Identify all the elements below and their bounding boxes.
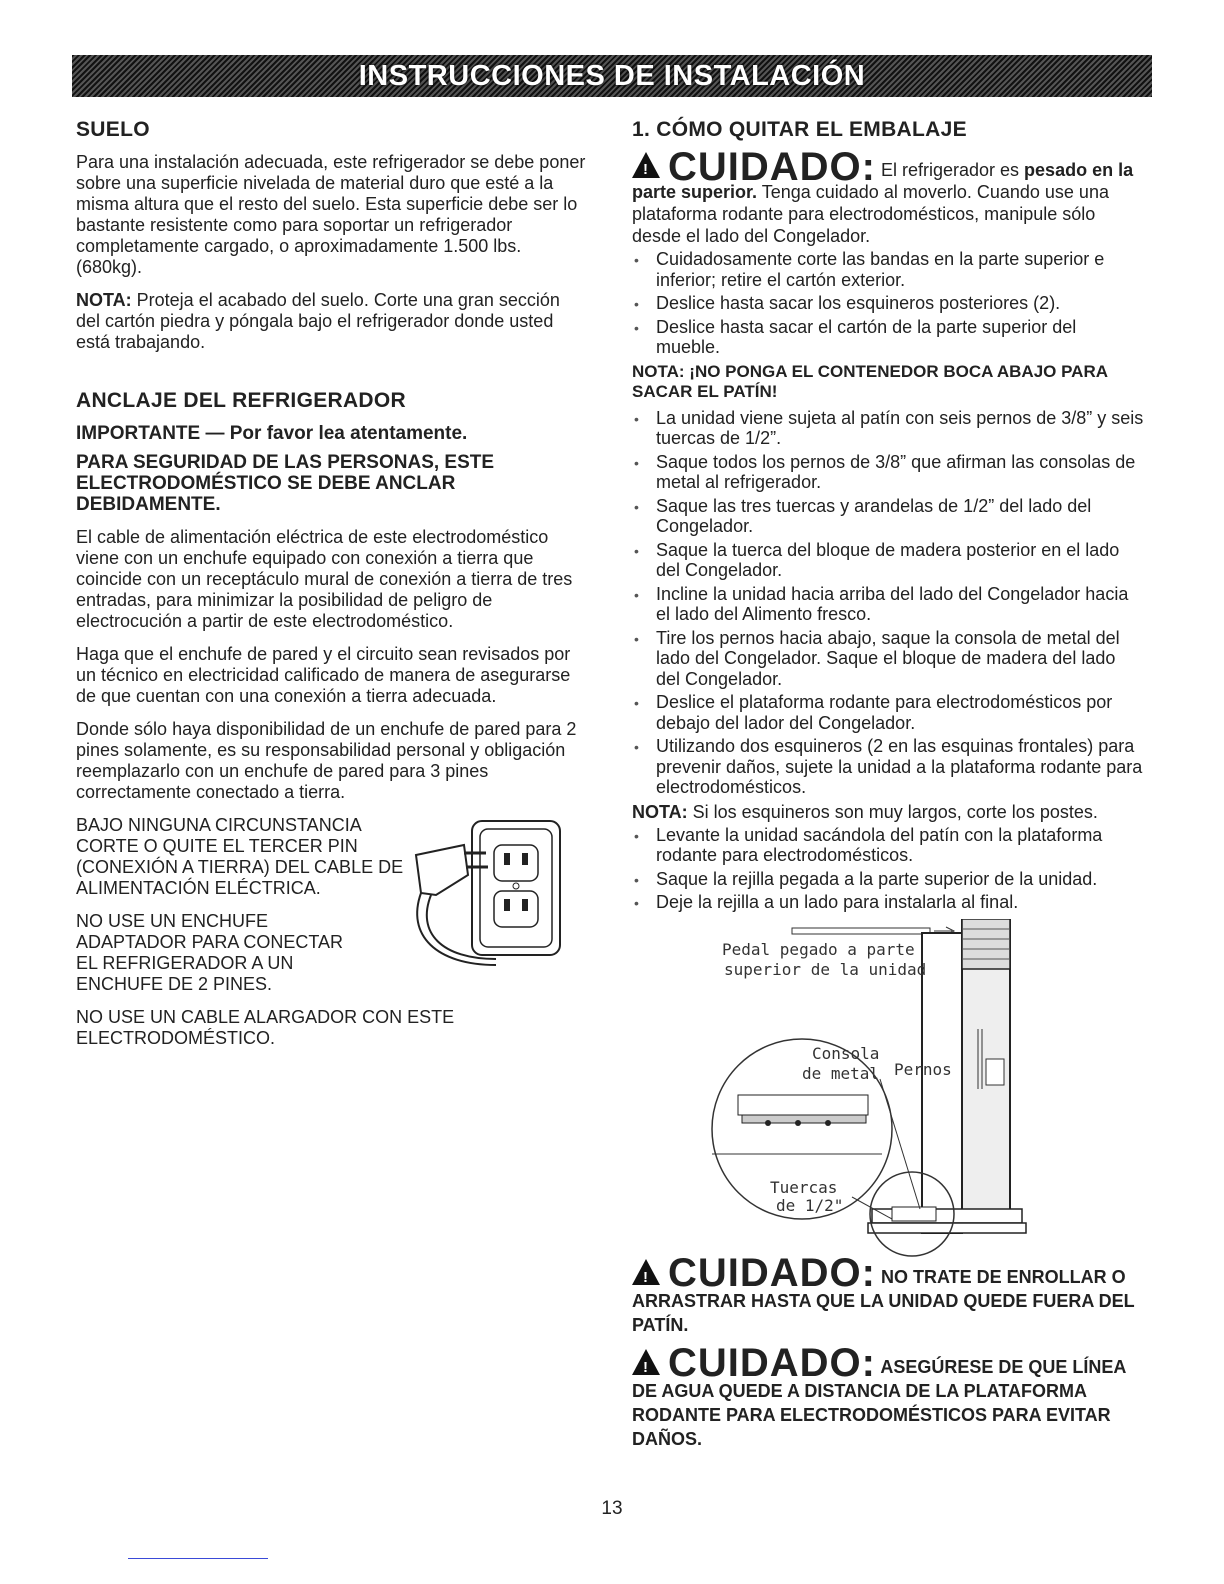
- warning-icon: [632, 152, 660, 178]
- tuercas-caption: Tuercas: [770, 1177, 838, 1197]
- caution-water-line: [632, 1340, 1144, 1451]
- caution-text-a: El refrigerador es: [875, 160, 1025, 180]
- caution-text-b: Tenga cuidado al moverlo. Cuando use una plataforma rodante para electrodomésticos, manipule sólo desde el lado del Congelador.: [632, 182, 1109, 246]
- caution-heavy-top: [632, 145, 1144, 247]
- pedal-caption-2: superior de la unidad: [724, 959, 927, 979]
- caution-bold: pesado en la parte superior.: [632, 160, 1134, 202]
- cable-paragraph: El cable de alimentación eléctrica de este electrodoméstico viene con un enchufe equipado con conexión a tierra que coincide con un receptáculo mural de conexión a tierra de tres entradas, para minimizar la posibilidad de peligro de electrocución a partir de este electrodoméstico.: [76, 527, 573, 631]
- list-item: • Incline la unidad hacia arriba del lado del Congelador hacia el lado del Alimento fresco.: [656, 584, 1144, 625]
- list-item: • Utilizando dos esquineros (2 en las esquinas frontales) para prevenir daños, sujete la unidad a la plataforma rodante para electrodomésticos.: [656, 736, 1144, 798]
- cuidado-label: CUIDADO:: [668, 145, 876, 189]
- enchufe-paragraph: Haga que el enchufe de pared y el circuito sean revisados por un técnico en electricidad calificado de manera de asegurarse de que cuentan con una conexión a tierra adecuada.: [76, 644, 571, 706]
- list-item: • Saque la tuerca del bloque de madera posterior en el lado del Congelador.: [656, 540, 1144, 581]
- left-column: [76, 118, 586, 1061]
- plug-outlet-illustration: [376, 815, 576, 985]
- caution-no-roll: [632, 1250, 1144, 1337]
- nota-boca-abajo: NOTA: ¡NO PONGA EL CONTENEDOR BOCA ABAJO PARA SACAR EL PATÍN!: [632, 361, 1108, 401]
- nota2-text: Si los esquineros son muy largos, corte los postes.: [687, 801, 1098, 822]
- warning-icon: [632, 1259, 660, 1285]
- list-item: • Deslice hasta sacar los esquineros posteriores (2).: [656, 293, 1144, 314]
- list-item: • Deslice el plataforma rodante para electrodomésticos por debajo del lador del Congelador.: [656, 692, 1144, 733]
- embalaje-heading: 1. CÓMO QUITAR EL EMBALAJE: [632, 118, 967, 141]
- section-banner: [72, 55, 1152, 97]
- suelo-heading: SUELO: [76, 118, 150, 141]
- list-item: • Deslice hasta sacar el cartón de la parte superior del mueble.: [656, 317, 1144, 358]
- importante-text: IMPORTANTE — Por favor lea atentamente.: [76, 423, 468, 444]
- list-item: • Saque todos los pernos de 3/8” que afirman las consolas de metal al refrigerador.: [656, 452, 1144, 493]
- consola-caption: Consola: [812, 1043, 880, 1063]
- warning-icon: [632, 1349, 660, 1375]
- page-title: INSTRUCCIONES DE INSTALACIÓN: [358, 59, 866, 92]
- footer-line: [128, 1558, 268, 1559]
- nota-text: Proteja el acabado del suelo. Corte una gran sección del cartón piedra y póngala bajo el refrigerador donde usted está trabajando.: [76, 290, 560, 352]
- nota-label: NOTA:: [76, 290, 132, 310]
- caution-no-roll-text: NO TRATE DE ENROLLAR O ARRASTRAR HASTA QUE LA UNIDAD QUEDE FUERA DEL PATÍN.: [632, 1266, 1135, 1335]
- cuidado-label: CUIDADO:: [668, 1250, 876, 1295]
- no-adaptador-warning: NO USE UN ENCHUFE ADAPTADOR PARA CONECTAR EL REFRIGERADOR A UN ENCHUFE DE 2 PINES.: [76, 911, 344, 994]
- list-item: • Levante la unidad sacándola del patín con la plataforma rodante para electrodomésticos.: [656, 825, 1144, 866]
- suelo-nota: [76, 290, 586, 353]
- suelo-paragraph: Para una instalación adecuada, este refrigerador se debe poner sobre una superficie nivelada de material duro que esté a la misma altura que el resto del suelo. Esta superficie debe ser lo bastante resistente como para soportar un refrigerador completamente cargado, o aproximadamente 1.500 lbs. (680kg).: [76, 152, 586, 277]
- cuidado-label: CUIDADO:: [668, 1340, 876, 1385]
- caution-water-text: ASEGÚRESE DE QUE LÍNEA DE AGUA QUEDE A DISTANCIA DE LA PLATAFORMA RODANTE PARA ELECTRODOMÉSTICOS PARA EVITAR DAÑOS.: [632, 1356, 1126, 1449]
- bullet-list-3: [632, 825, 1144, 913]
- list-item: • Deje la rejilla a un lado para instalarla al final.: [656, 892, 1144, 913]
- bullet-list-2: [632, 408, 1144, 798]
- nota2-label: NOTA:: [632, 801, 688, 822]
- pernos-caption: Pernos: [894, 1059, 952, 1079]
- list-item: • La unidad viene sujeta al patín con seis pernos de 3/8” y seis tuercas de 1/2”.: [656, 408, 1144, 449]
- no-alargador-warning: NO USE UN CABLE ALARGADOR CON ESTE ELECTRODOMÉSTICO.: [76, 1007, 455, 1048]
- plug-warning-block: [76, 815, 586, 995]
- page-number: 13: [601, 1498, 623, 1519]
- list-item: • Tire los pernos hacia abajo, saque la consola de metal del lado del Congelador. Saque el bloque de madera del lado del Congelador.: [656, 628, 1144, 690]
- donde-paragraph: Donde sólo haya disponibilidad de un enchufe de pared para 2 pines solamente, es su responsabilidad personal y obligación reemplazarlo con un enchufe de pared para 3 pines correctamente conectado a tierra.: [76, 719, 577, 802]
- list-item: • Saque las tres tuercas y arandelas de 1/2” del lado del Congelador.: [656, 496, 1144, 537]
- right-column: [632, 118, 1144, 1463]
- bullet-list-1: [632, 249, 1144, 358]
- refrigerator-skid-illustration: [672, 919, 1092, 1259]
- tuercas-caption-2: de 1/2": [776, 1195, 844, 1215]
- seguridad-text: PARA SEGURIDAD DE LAS PERSONAS, ESTE ELECTRODOMÉSTICO SE DEBE ANCLAR DEBIDAMENTE.: [76, 452, 495, 515]
- anclaje-heading: ANCLAJE DEL REFRIGERADOR: [76, 389, 407, 412]
- list-item: • Saque la rejilla pegada a la parte superior de la unidad.: [656, 869, 1144, 890]
- bajo-warning: BAJO NINGUNA CIRCUNSTANCIA CORTE O QUITE EL TERCER PIN (CONEXIÓN A TIERRA) DEL CABLE DE ALIMENTACIÓN ELÉCTRICA.: [76, 815, 404, 898]
- consola-caption-2: de metal: [802, 1063, 880, 1083]
- pedal-caption: Pedal pegado a parte: [722, 939, 915, 959]
- list-item: • Cuidadosamente corte las bandas en la parte superior e inferior; retire el cartón exterior.: [656, 249, 1144, 290]
- nota-esquineros: [632, 802, 1144, 822]
